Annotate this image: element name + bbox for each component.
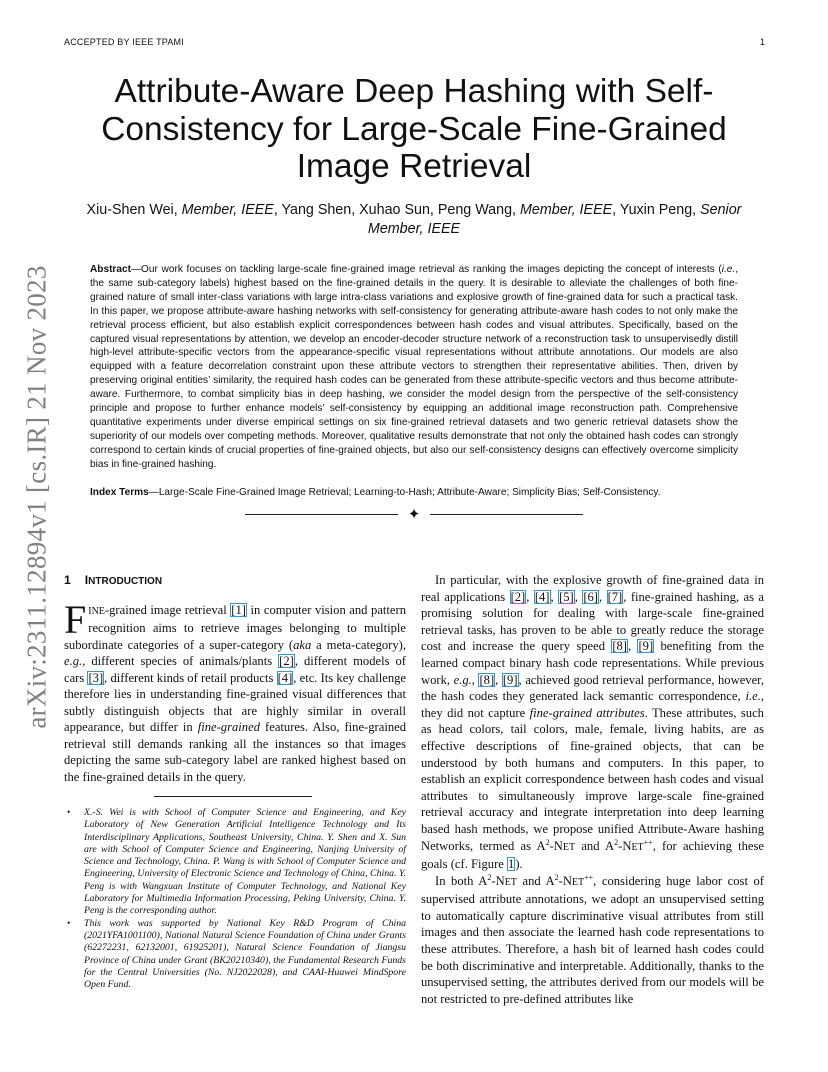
intro-text: , different species of animals/plants — [82, 654, 279, 668]
body-text: -N — [558, 873, 572, 888]
intro-text: , different kinds of retail products — [104, 670, 277, 685]
body-text: ). — [515, 857, 523, 872]
citation-link[interactable]: [5] — [559, 589, 574, 604]
abstract-text: —Our work focuses on tackling large-scale fine-grained image retrieval as ranking the images depicting the concept of interests ( — [130, 264, 722, 275]
small-caps: ET — [571, 876, 585, 888]
divider-ornament: ✦ — [407, 507, 421, 523]
body-text: In both A — [435, 873, 488, 888]
citation-link[interactable]: [8] — [479, 672, 495, 687]
arxiv-id: arXiv:2311.12894v1 [cs.IR] 21 Nov 2023 — [21, 265, 52, 729]
figure-link[interactable]: 1 — [508, 857, 515, 872]
citation-link[interactable]: [2] — [510, 589, 526, 604]
left-column — [64, 572, 406, 991]
body-text: , — [471, 672, 479, 687]
section-title-rest: NTRODUCTION — [88, 576, 163, 587]
body-text: -N — [549, 838, 563, 853]
author-text: , Yang Shen, Xuhao Sun, Peng Wang, — [273, 202, 520, 218]
footnote-rule — [154, 796, 312, 797]
body-text: , — [599, 589, 607, 604]
author-text: Xiu-Shen Wei, — [86, 202, 182, 218]
body-text: , fine-grained hashing, as a promising solution for dealing with large-scale fine-grained retrieval tasks, has proven to be able to greatly reduce the storage cost and increase the query speed — [421, 589, 764, 654]
section-number: 1 — [64, 573, 71, 587]
citation-link[interactable]: [4] — [534, 589, 550, 604]
intro-paragraph — [64, 596, 407, 786]
citation-link[interactable]: [4] — [277, 670, 293, 685]
body-paragraph — [421, 873, 764, 1008]
body-text: , — [628, 639, 638, 654]
body-text: benefiting from the learned compact binary hash code representations. While previous work, — [421, 639, 765, 687]
arxiv-stamp — [20, 265, 54, 729]
footnote-list — [64, 807, 406, 991]
section-heading — [64, 572, 406, 591]
small-caps: ET — [631, 841, 644, 853]
body-text: , they did not capture — [421, 689, 764, 720]
author-role: Member, IEEE — [519, 202, 613, 218]
index-terms — [90, 486, 738, 500]
small-caps: ET — [504, 876, 517, 888]
intro-italic: fine-grained — [197, 720, 260, 734]
body-text: , — [574, 589, 583, 604]
superscript: 2 — [545, 837, 550, 847]
body-italic: e.g. — [453, 672, 472, 687]
divider-rule-left — [245, 514, 398, 515]
section-title-initial: I — [84, 573, 89, 587]
superscript: 2 — [487, 872, 492, 882]
paper-title: Attribute-Aware Deep Hashing with Self-Consistency for Large-Scale Fine-Grained Image Retrieval — [101, 73, 727, 185]
citation-link[interactable]: [7] — [607, 589, 623, 604]
intro-text: -grained image retrieval — [104, 602, 231, 617]
author-role: Senior Member, IEEE — [367, 202, 742, 237]
superscript: ++ — [584, 872, 594, 882]
superscript: 2 — [614, 837, 619, 847]
citation-link[interactable]: [8] — [612, 639, 627, 654]
body-text: , — [495, 672, 502, 687]
author-text: , Yuxin Peng, — [612, 202, 701, 218]
drop-cap: F — [64, 596, 87, 642]
body-text: . These attributes, such as head colors, tail colors, male, female, living habits, are as effective descriptions of fine-grained objects, that can be understood by both humans and computers. In this paper, to establish an explicit correspondence between hash codes and visual attributes to simultaneously improve large-scale fine-grained retrieval accuracy and integrate interpretation into deep learning based hash methods, we propose unified Attribute-Aware hashing Networks, termed as A — [421, 705, 764, 853]
body-text: , — [526, 589, 534, 604]
citation-link[interactable]: [9] — [502, 672, 518, 687]
intro-text: , different models of cars — [64, 654, 406, 685]
body-text: and A — [516, 873, 555, 888]
body-text: , — [550, 589, 559, 604]
footnote-affiliations: • X.-S. Wei is with School of Computer Science and Engineering, and Key Laboratory of New Generation Artificial Intelligence Technology and Its Interdisciplinary Applications, Southeast University, China. Y. Shen and X. Sun are with School of Computer Science and Engineering, Nanjing University of Science and Technology, China. P. Wang is with School of Computer Science and Engineering, University of Electronic Science and Technology of China, China. Y. Peng is with Wangxuan Institute of Computer Technology, and National Key Laboratory for Multimedia Information Processing, Peking University, China. Y. Peng is the corresponding author. — [84, 807, 406, 918]
running-head: ACCEPTED BY IEEE TPAMI — [64, 37, 184, 47]
small-caps: ET — [562, 841, 576, 853]
citation-link[interactable]: [3] — [88, 670, 104, 685]
footnote-funding: • This work was supported by National Key R&D Program of China (2021YFA1001100), National Natural Science Foundation of China under Grants (62272231, 62132001, 61925201), Natural Science Foundation of Jiangsu Province of China under Grant (BK20210340), the Fundamental Research Funds for the Central Universities (No. NJ2022028), and CAAI-Huawei MindSpore Open Fund. — [84, 918, 406, 992]
author-role: Member, IEEE — [181, 202, 274, 218]
body-text: , achieved good retrieval performance, however, the hash codes they generated lack semantic correspondence, — [421, 672, 765, 704]
index-terms-label: Index Terms — [90, 487, 149, 498]
index-terms-text: —Large-Scale Fine-Grained Image Retrieval; Learning-to-Hash; Attribute-Aware; Simplicity Bias; Self-Consistency. — [148, 487, 661, 498]
intro-lead: INE — [88, 605, 105, 617]
abstract-text: , the same sub-category labels) highest based on the fine-grained details in the query. It is desirable to alleviate the challenges of both fine-grained nature of small inter-class variations with large intra-class variations and explosive growth of fine-grained data for such a practical task. In this paper, we propose attribute-aware hashing networks with self-consistency for generating attribute-aware hash codes to not only make the retrieval process efficient, but also establish explicit correspondences between hash codes and visual attributes. Specifically, based on the captured visual representations by attention, we develop an encoder-decoder structure network of a reconstruction task to unsupervisedly distill high-level attribute-specific vectors from the appearance-specific visual representations without attribute annotations. Our models are also equipped with a feature decorrelation constraint upon these attribute vectors to strengthen their representative abilities. Then, driven by preserving original entities’ similarity, the required hash codes can be generated from these attribute-specific vectors and thus become attribute-aware. Furthermore, to combat simplicity bias in deep hashing, we consider the model design from the perspective of the self-consistency principle and propose to further enhance models’ self-consistency by equipping an additional image reconstruction path. Comprehensive quantitative experiments under diverse empirical settings on six fine-grained retrieval datasets and two generic retrieval datasets show the superiority of our models over competing methods. Moreover, qualitative results demonstrate that not only the obtained hash codes can strongly correspond to certain kinds of crucial properties of fine-grained objects, but also our self-consistency designs can effectively overcome simplicity bias in fine-grained hashing. — [90, 264, 738, 470]
abstract-label: Abstract — [90, 264, 131, 275]
superscript: ++ — [643, 837, 653, 847]
body-italic: i.e. — [745, 689, 761, 704]
intro-text: a meta-category), — [311, 637, 407, 652]
intro-text: , etc. Its key challenge therefore lies in understanding fine-grained visual differences that subtly distinguish objects that are highly similar in overall appearance, but differ in — [64, 670, 407, 734]
right-column — [421, 572, 764, 1007]
abstract-ie: i.e. — [721, 264, 736, 275]
body-text: , for achieving these goals (cf. Figure — [421, 838, 764, 872]
citation-link[interactable]: [1] — [231, 602, 246, 617]
intro-text: features. Also, fine-grained retrieval still demands ranking all the instances so that images depicting the same sub-category label are ranked highest based on the fine-grained details in the query. — [64, 720, 406, 784]
superscript: 2 — [554, 872, 559, 882]
citation-link[interactable]: [2] — [279, 654, 294, 668]
intro-italic: e.g. — [64, 654, 83, 668]
page-number: 1 — [759, 37, 765, 47]
citation-link[interactable]: [9] — [638, 639, 654, 654]
body-text: -N — [491, 873, 505, 888]
citation-link[interactable]: [6] — [583, 589, 598, 604]
divider-rule-right — [430, 514, 583, 515]
body-text: -N — [618, 838, 632, 853]
author-list — [64, 201, 764, 239]
body-italic: fine-grained attributes — [529, 705, 645, 720]
intro-italic: aka — [293, 637, 312, 652]
body-text: In particular, with the explosive growth of fine-grained data in real applications — [421, 573, 764, 604]
body-text: and A — [575, 838, 615, 853]
intro-text: in computer vision and pattern recognition aims to retrieve images belonging to multiple subordinate categories of a super-category ( — [64, 602, 406, 652]
body-text: , considering huge labor cost of supervised attribute annotations, we adopt an unsupervised setting to automatically capture discriminative visual attributes from still images and then associate the learned hash code representations to these attributes. Therefore, a hash bit of learned hash codes could be both discriminative and interpretable. Additionally, thanks to the unsupervised setting, the attributes derived from our models will be not restricted to pre-defined attributes like — [421, 873, 765, 1006]
body-paragraph — [421, 572, 764, 873]
abstract — [90, 263, 738, 472]
